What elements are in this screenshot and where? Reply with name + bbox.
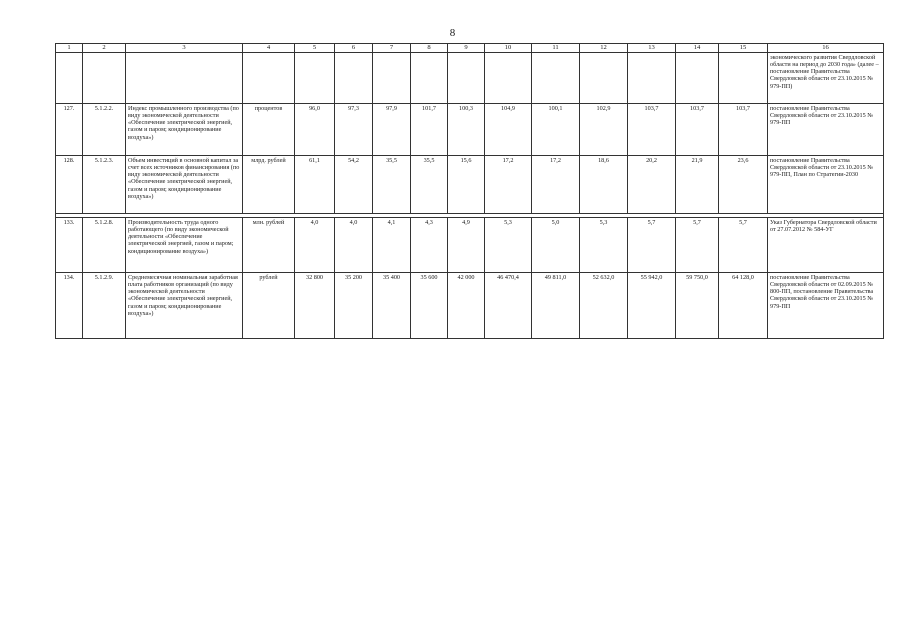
page-number: 8 (449, 27, 456, 39)
row-code: 5.1.2.3. (83, 155, 126, 213)
table-row (56, 155, 884, 213)
source-document: постановление Правительства Свердловской области от 23.10.2015 № 979-ПП (768, 103, 884, 155)
continuation-empty-cell (373, 52, 411, 103)
indicator-name: Среднемесячная номинальная заработная плата работников организаций (по виду экономической деятельности «Обеспечение электрической энергией, газом и паром; кондиционирование воздуха») (126, 272, 243, 338)
value-cell: 46 470,4 (485, 272, 532, 338)
continuation-empty-cell (243, 52, 295, 103)
unit-of-measure: млрд. рублей (243, 155, 295, 213)
value-cell: 102,9 (580, 103, 628, 155)
value-cell: 101,7 (411, 103, 448, 155)
value-cell: 5,7 (719, 217, 768, 272)
row-number: 127. (56, 103, 83, 155)
value-cell: 49 811,0 (532, 272, 580, 338)
value-cell: 5,7 (628, 217, 676, 272)
indicators-table (55, 43, 884, 339)
value-cell: 23,6 (719, 155, 768, 213)
value-cell: 100,3 (448, 103, 485, 155)
continuation-empty-cell (676, 52, 719, 103)
value-cell: 64 128,0 (719, 272, 768, 338)
unit-of-measure: рублей (243, 272, 295, 338)
continuation-empty-cell (83, 52, 126, 103)
value-cell: 17,2 (532, 155, 580, 213)
indicator-name: Индекс промышленного производства (по виду экономической деятельности «Обеспечение электрической энергией, газом и паром; кондиционирование воздуха») (126, 103, 243, 155)
value-cell: 59 750,0 (676, 272, 719, 338)
value-cell: 5,0 (532, 217, 580, 272)
continuation-empty-cell (719, 52, 768, 103)
value-cell: 4,1 (373, 217, 411, 272)
continuation-empty-cell (448, 52, 485, 103)
value-cell: 5,7 (676, 217, 719, 272)
source-document: постановление Правительства Свердловской области от 23.10.2015 № 979-ПП, План по Стратегии-2030 (768, 155, 884, 213)
value-cell: 97,9 (373, 103, 411, 155)
column-header-8: 8 (411, 44, 448, 53)
value-cell: 35,5 (373, 155, 411, 213)
column-header-11: 11 (532, 44, 580, 53)
row-code: 5.1.2.9. (83, 272, 126, 338)
value-cell: 35 200 (335, 272, 373, 338)
column-header-4: 4 (243, 44, 295, 53)
value-cell: 104,9 (485, 103, 532, 155)
continuation-source-cell: экономического развития Свердловской области на период до 2030 года» (далее – постановление Правительства Свердловской области от 23.10.2015 № 979-ПП) (768, 52, 884, 103)
column-header-13: 13 (628, 44, 676, 53)
source-document: Указ Губернатора Свердловской области от 27.07.2012 № 584-УГ (768, 217, 884, 272)
column-header-7: 7 (373, 44, 411, 53)
row-number: 133. (56, 217, 83, 272)
table-row (56, 272, 884, 338)
value-cell: 15,6 (448, 155, 485, 213)
continuation-empty-cell (628, 52, 676, 103)
value-cell: 17,2 (485, 155, 532, 213)
value-cell: 32 800 (295, 272, 335, 338)
value-cell: 4,3 (411, 217, 448, 272)
row-code: 5.1.2.8. (83, 217, 126, 272)
value-cell: 103,7 (628, 103, 676, 155)
value-cell: 35 600 (411, 272, 448, 338)
continuation-empty-cell (126, 52, 243, 103)
unit-of-measure: млн. рублей (243, 217, 295, 272)
column-header-12: 12 (580, 44, 628, 53)
row-number: 128. (56, 155, 83, 213)
value-cell: 61,1 (295, 155, 335, 213)
continuation-empty-cell (580, 52, 628, 103)
value-cell: 103,7 (676, 103, 719, 155)
column-header-15: 15 (719, 44, 768, 53)
continuation-empty-cell (335, 52, 373, 103)
value-cell: 20,2 (628, 155, 676, 213)
column-header-16: 16 (768, 44, 884, 53)
value-cell: 18,6 (580, 155, 628, 213)
value-cell: 54,2 (335, 155, 373, 213)
indicator-name: Объем инвестиций в основной капитал за счет всех источников финансирования (по виду экономической деятельности «Обеспечение электрической энергией, газом и паром; кондиционирование воздуха») (126, 155, 243, 213)
value-cell: 96,0 (295, 103, 335, 155)
continuation-empty-cell (485, 52, 532, 103)
column-header-5: 5 (295, 44, 335, 53)
value-cell: 103,7 (719, 103, 768, 155)
value-cell: 4,0 (295, 217, 335, 272)
value-cell: 42 000 (448, 272, 485, 338)
continuation-empty-cell (532, 52, 580, 103)
value-cell: 21,9 (676, 155, 719, 213)
value-cell: 55 942,0 (628, 272, 676, 338)
value-cell: 97,3 (335, 103, 373, 155)
value-cell: 4,0 (335, 217, 373, 272)
column-header-14: 14 (676, 44, 719, 53)
value-cell: 4,9 (448, 217, 485, 272)
column-header-2: 2 (83, 44, 126, 53)
value-cell: 5,3 (580, 217, 628, 272)
source-document: постановление Правительства Свердловской области от 02.09.2015 № 800-ПП, постановление Правительства Свердловской области от 23.10.2015 № 979-ПП (768, 272, 884, 338)
table-row (56, 217, 884, 272)
continuation-empty-cell (56, 52, 83, 103)
continuation-empty-cell (295, 52, 335, 103)
continuation-empty-cell (411, 52, 448, 103)
continuation-row (56, 52, 884, 103)
table-header-row (56, 44, 884, 53)
row-code: 5.1.2.2. (83, 103, 126, 155)
value-cell: 100,1 (532, 103, 580, 155)
value-cell: 35 400 (373, 272, 411, 338)
column-header-6: 6 (335, 44, 373, 53)
column-header-9: 9 (448, 44, 485, 53)
value-cell: 52 632,0 (580, 272, 628, 338)
table-row (56, 103, 884, 155)
row-number: 134. (56, 272, 83, 338)
unit-of-measure: процентов (243, 103, 295, 155)
indicator-name: Производительность труда одного работающего (по виду экономической деятельности «Обеспечение электрической энергией, газом и паром; кондиционирование воздуха») (126, 217, 243, 272)
column-header-3: 3 (126, 44, 243, 53)
value-cell: 35,5 (411, 155, 448, 213)
value-cell: 5,3 (485, 217, 532, 272)
column-header-1: 1 (56, 44, 83, 53)
column-header-10: 10 (485, 44, 532, 53)
